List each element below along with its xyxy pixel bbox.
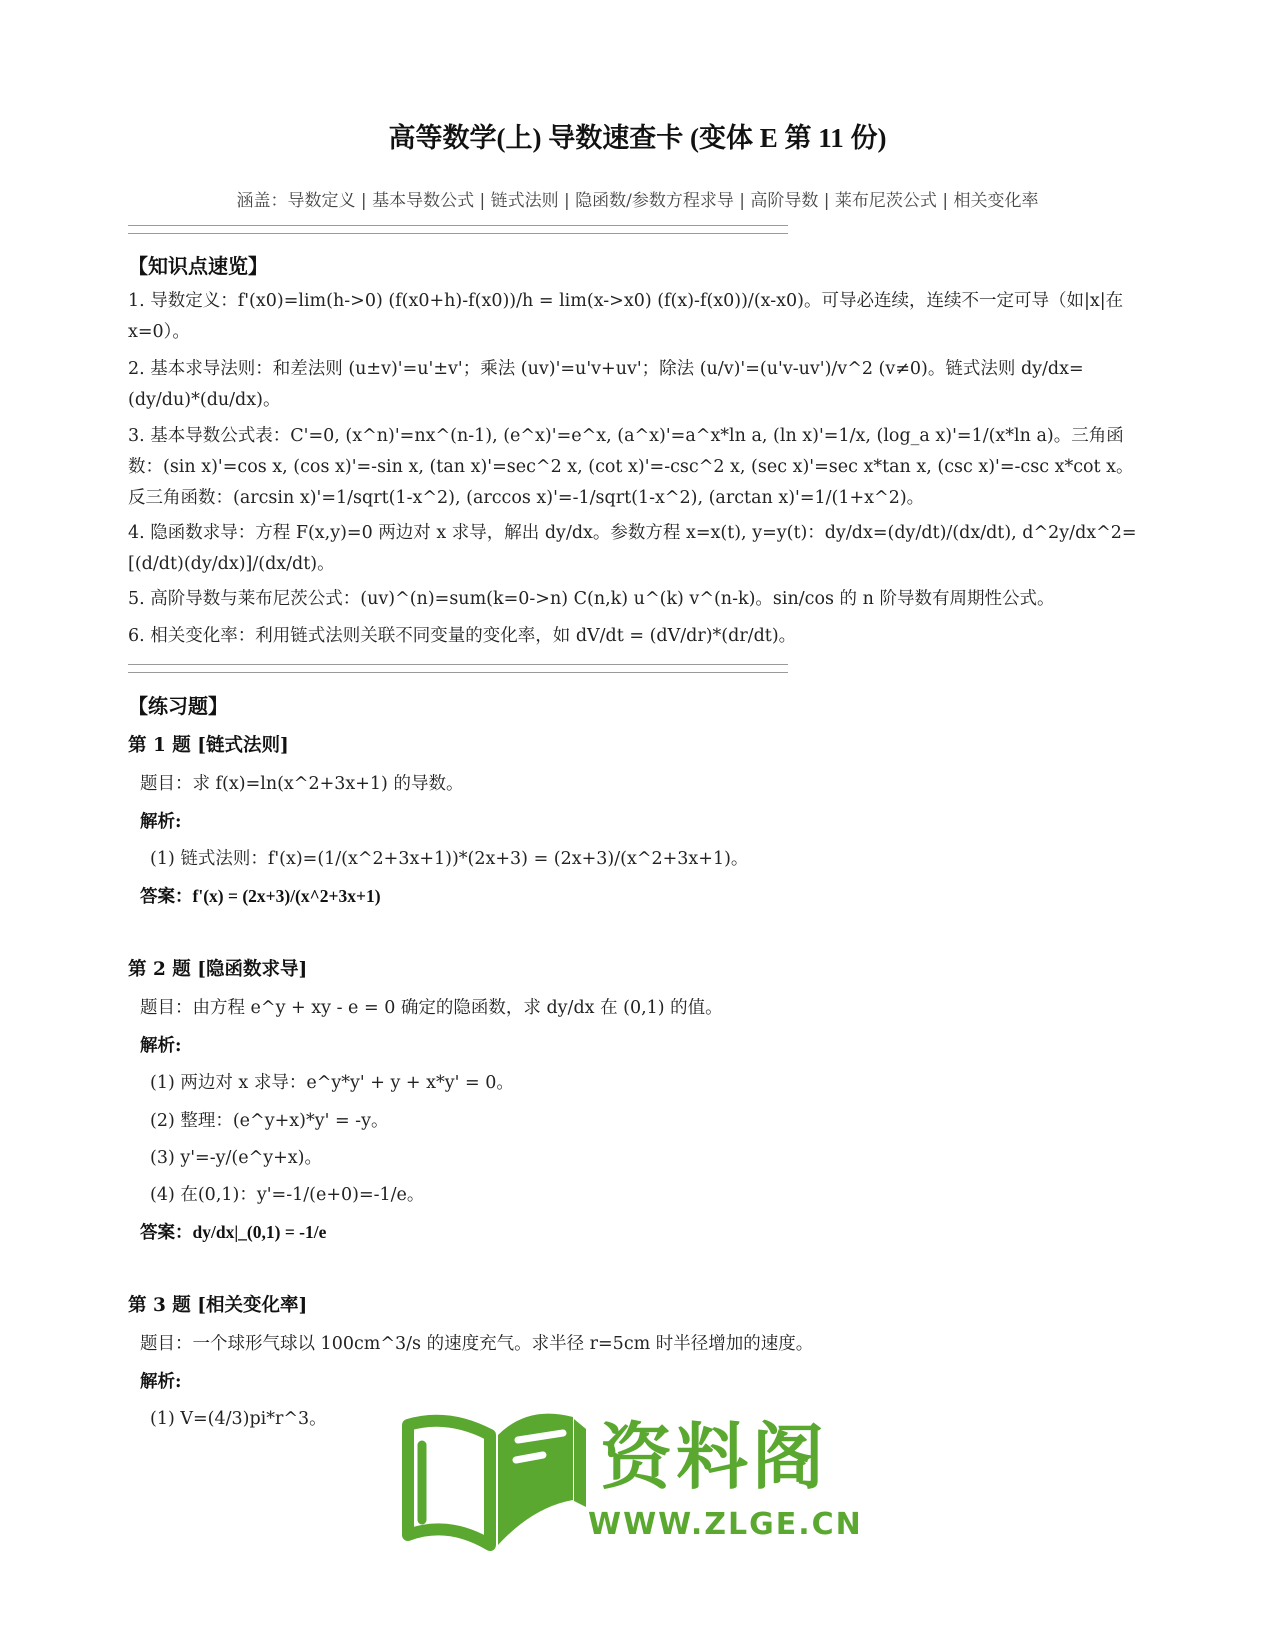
divider: [128, 664, 788, 673]
knowledge-point-1: 1. 导数定义：f'(x0)=lim(h->0) (f(x0+h)-f(x0))/h = lim(x->x0) (f(x)-f(x0))/(x-x0)。可导必连续，连续不一定可导（如|x|在 x=0）。: [128, 291, 1124, 342]
knowledge-point-6: 6. 相关变化率：利用链式法则关联不同变量的变化率，如 dV/dt = (dV/dr)*(dr/dt)。: [128, 626, 797, 646]
question-2-heading: 第 2 题 [隐函数求导]: [128, 959, 308, 980]
question-3-step-1: (1) V=(4/3)pi*r^3。: [150, 1409, 327, 1429]
watermark-logo: [398, 1395, 868, 1570]
knowledge-point-2: 2. 基本求导法则：和差法则 (u±v)'=u'±v'；乘法 (uv)'=u'v+uv'；除法 (u/v)'=(u'v-uv')/v^2 (v≠0)。链式法则 dy/dx=(dy/du)*(du/dx)。: [128, 359, 1084, 410]
knowledge-point-5: 5. 高阶导数与莱布尼茨公式：(uv)^(n)=sum(k=0->n) C(n,k) u^(k) v^(n-k)。sin/cos 的 n 阶导数有周期性公式。: [128, 589, 1055, 609]
answer-value: dy/dx|_(0,1) = -1/e: [192, 1222, 327, 1242]
coverage-line: 涵盖：导数定义 | 基本导数公式 | 链式法则 | 隐函数/参数方程求导 | 高阶导数 | 莱布尼茨公式 | 相关变化率: [236, 191, 1039, 211]
question-2-analysis-label: 解析:: [140, 1036, 182, 1056]
question-2-step-1: (1) 两边对 x 求导：e^y*y' + y + x*y' = 0。: [150, 1073, 514, 1093]
divider: [128, 225, 788, 234]
question-3-stem: 题目：一个球形气球以 100cm^3/s 的速度充气。求半径 r=5cm 时半径增加的速度。: [140, 1334, 814, 1354]
question-2-step-3: (3) y'=-y/(e^y+x)。: [150, 1148, 323, 1168]
question-2-step-4: (4) 在(0,1)：y'=-1/(e+0)=-1/e。: [150, 1185, 425, 1205]
question-1-analysis-label: 解析:: [140, 812, 182, 832]
answer-label: 答案：: [140, 887, 193, 907]
question-2-stem: 题目：由方程 e^y + xy - e = 0 确定的隐函数，求 dy/dx 在 (0,1) 的值。: [140, 998, 723, 1018]
question-2-answer: [140, 1219, 326, 1244]
knowledge-point-4: 4. 隐函数求导：方程 F(x,y)=0 两边对 x 求导，解出 dy/dx。参数方程 x=x(t), y=y(t)：dy/dx=(dy/dt)/(dx/dt), d^2y/dx^2=[(d/dt)(dy/dx)]/(dx/dt)。: [128, 523, 1137, 574]
question-1-answer: [140, 883, 381, 908]
practice-heading: 【练习题】: [128, 694, 228, 718]
knowledge-point-3: 3. 基本导数公式表：C'=0, (x^n)'=nx^(n-1), (e^x)'=e^x, (a^x)'=a^x*ln a, (ln x)'=1/x, (log_a x)'=1/(x*ln a)。三角函数：(sin x)'=cos x, (cos x)'=-sin x, (tan x)'=sec^2 x, (cot x)'=-csc^2 x, (sec x)'=sec x*tan x, (csc x)'=-csc x*cot x。反三角函数：(arcsin x)'=1/sqrt(1-x^2), (arccos x)'=-1/sqrt(1-x^2), (arctan x)'=1/(1+x^2)。: [128, 426, 1134, 508]
question-1-stem: 题目：求 f(x)=ln(x^2+3x+1) 的导数。: [140, 774, 464, 794]
watermark-url: WWW.ZLGE.CN: [588, 1507, 863, 1542]
knowledge-heading: 【知识点速览】: [128, 254, 268, 278]
question-1-heading: 第 1 题 [链式法则]: [128, 735, 289, 756]
question-2-step-2: (2) 整理：(e^y+x)*y' = -y。: [150, 1111, 389, 1131]
watermark-name: 资料阁: [600, 1415, 829, 1499]
question-3-heading: 第 3 题 [相关变化率]: [128, 1295, 308, 1316]
page-title: 高等数学(上) 导数速查卡 (变体 E 第 11 份): [388, 123, 887, 153]
answer-label: 答案：: [140, 1223, 193, 1243]
question-1-step-1: (1) 链式法则：f'(x)=(1/(x^2+3x+1))*(2x+3) = (2x+3)/(x^2+3x+1)。: [150, 849, 749, 869]
answer-value: f'(x) = (2x+3)/(x^2+3x+1): [192, 886, 381, 906]
open-book-icon: [398, 1395, 588, 1555]
question-3-analysis-label: 解析:: [140, 1372, 182, 1392]
